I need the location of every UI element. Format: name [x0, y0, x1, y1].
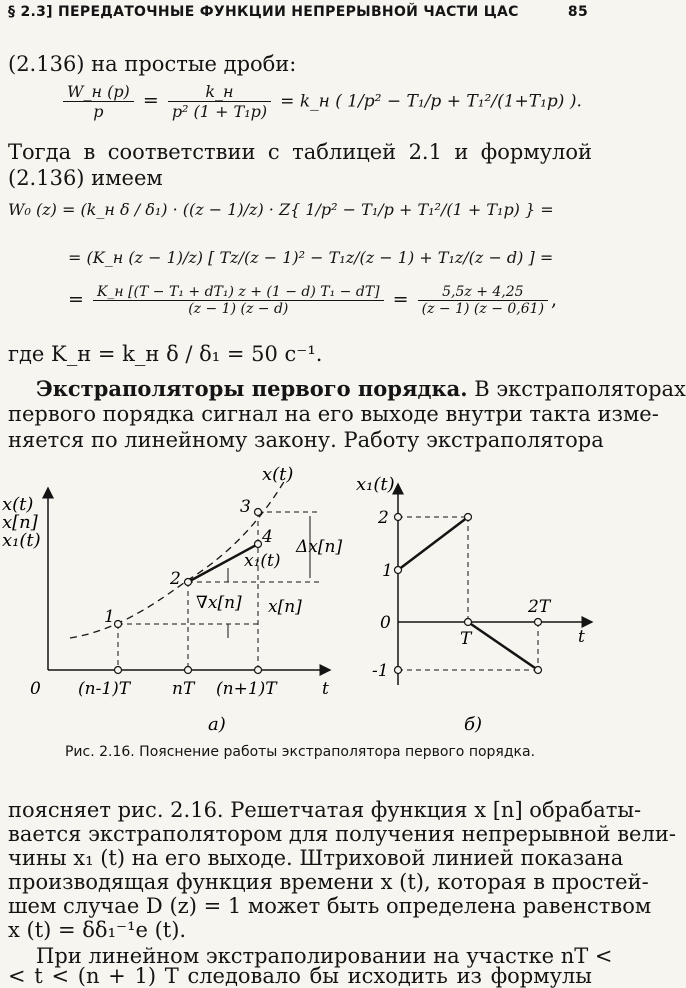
running-header — [8, 4, 588, 26]
svg-text:2: 2 — [170, 569, 181, 589]
para2-line3: няется по линейному закону. Работу экстраполятора — [8, 428, 604, 452]
eq1-rhs: = k_н ( 1/p² − T₁/p + T₁²/(1+T₁p) ). — [280, 91, 582, 112]
para4-line2: < t < (n + 1) T следовало бы исходить из формулы — [8, 964, 592, 988]
equation-2-line3: = $\frac{\text{K\_н [(T − T₁ + dT₁) z + (1 − d) T₁ − dT]}}{(z - 1) (z - d)}$ = $\frac{5,5z + 4,25}{(z - 1) (z - 0,61)}$ , — [68, 284, 558, 317]
point-1 — [115, 621, 122, 628]
section-number: § 2.3] — [8, 4, 53, 20]
svg-text:(n-1)T: (n-1)T — [78, 679, 131, 699]
svg-text:3: 3 — [240, 497, 251, 517]
svg-text:T: T — [460, 629, 472, 649]
svg-text:-1: -1 — [372, 661, 389, 681]
svg-text:Δx[n]: Δx[n] — [296, 537, 343, 557]
point-4 — [255, 541, 262, 548]
svg-text:4: 4 — [262, 527, 273, 547]
svg-text:2T: 2T — [528, 597, 551, 617]
para3-line4: производящая функция времени x (t), которая в простей- — [8, 870, 649, 894]
eq1-lhs-fraction: $\frac{W\_н (p)}{p}$ — [63, 82, 134, 121]
para1-line1: Тогда в соответствии с таблицей 2.1 и формулой — [8, 140, 592, 164]
para2-line1-text: В экстраполяторах — [474, 377, 686, 401]
equation-2-line1: W₀ (z) = (k_н δ / δ₁) · ((z − 1)/z) · Z{ 1/p² − T₁/p + T₁²/(1 + T₁p) } = — [8, 200, 554, 219]
para2-line1 — [8, 376, 686, 401]
panel-b — [356, 474, 592, 735]
para4-line1: При линейном экстраполировании на участке nT < — [36, 944, 613, 968]
a-tag: а) — [208, 714, 226, 735]
intro-line: (2.136) на простые дроби: — [8, 52, 297, 76]
b-tag: б) — [464, 714, 483, 735]
para2-line2: первого порядка сигнал на его выходе внутри такта изме- — [8, 402, 659, 426]
b-ylabel: x₁(t) — [356, 474, 395, 495]
svg-text:t: t — [322, 679, 329, 699]
a-ylabel-2: x[n] — [2, 512, 38, 533]
a-ylabel-3: x₁(t) — [2, 530, 41, 551]
where-line: где K_н = k_н δ / δ₁ = 50 с⁻¹. — [8, 342, 323, 366]
para1-line2: (2.136) имеем — [8, 166, 163, 190]
svg-text:(n+1)T: (n+1)T — [216, 679, 277, 699]
para3-line3: чины x₁ (t) на его выходе. Штриховой линией показана — [8, 846, 624, 870]
svg-text:x[n]: x[n] — [268, 597, 302, 617]
svg-text:x₁(t): x₁(t) — [244, 551, 281, 571]
svg-text:t: t — [578, 627, 585, 647]
b-segment-1 — [398, 517, 468, 570]
svg-text:nT: nT — [172, 679, 195, 699]
para3-line5: шем случае D (z) = 1 может быть определена равенством — [8, 894, 652, 918]
svg-text:2: 2 — [378, 508, 389, 528]
svg-text:∇x[n]: ∇x[n] — [196, 593, 242, 613]
eq1-mid-fraction: $\frac{k\_н}{\text{p² (1 + T₁p)}}$ — [168, 82, 271, 121]
para3-line2: вается экстраполятором для получения непрерывной вели- — [8, 822, 676, 846]
svg-text:0: 0 — [30, 679, 41, 699]
panel-a — [2, 464, 342, 735]
equation-1: $\frac{W\_н (p)}{p}$ = $\frac{k\_н}{\text{p² (1 + T₁p)}}$ = k_н ( 1/p² − T₁/p + T₁²/(1+T₁p) ). — [60, 82, 582, 121]
figure-caption: Рис. 2.16. Пояснение работы экстраполятора первого порядка. — [64, 744, 536, 760]
svg-text:1: 1 — [104, 607, 115, 627]
svg-text:1: 1 — [382, 561, 393, 581]
eq2-line3-fraction: $\frac{\text{K\_н [(T − T₁ + dT₁) z + (1 − d) T₁ − dT]}}{(z - 1) (z - d)}$ — [93, 284, 384, 317]
equation-2-line2: = (K_н (z − 1)/z) [ Tz/(z − 1)² − T₁z/(z − 1) + T₁z/(z − d) ] = — [68, 248, 554, 267]
a-curve-label: x(t) — [262, 464, 294, 485]
para3-line6: x (t) = δδ₁⁻¹e (t). — [8, 918, 187, 942]
para3-line1: поясняет рис. 2.16. Решетчатая функция x [n] обрабаты- — [8, 798, 642, 822]
point-3 — [255, 509, 262, 516]
header-title: ПЕРЕДАТОЧНЫЕ ФУНКЦИИ НЕПРЕРЫВНОЙ ЧАСТИ ЦАС — [58, 4, 519, 20]
b-segment-2 — [468, 622, 538, 670]
page-number: 85 — [567, 4, 588, 20]
figure-2-16 — [0, 460, 600, 745]
point-2 — [185, 579, 192, 586]
para2-bold-heading: Экстраполяторы первого порядка. — [36, 376, 468, 401]
eq2-result-fraction: $\frac{5,5z + 4,25}{(z - 1) (z - 0,61)}$ — [418, 284, 548, 317]
svg-text:0: 0 — [380, 613, 391, 633]
a-ylabel-1: x(t) — [2, 494, 34, 515]
